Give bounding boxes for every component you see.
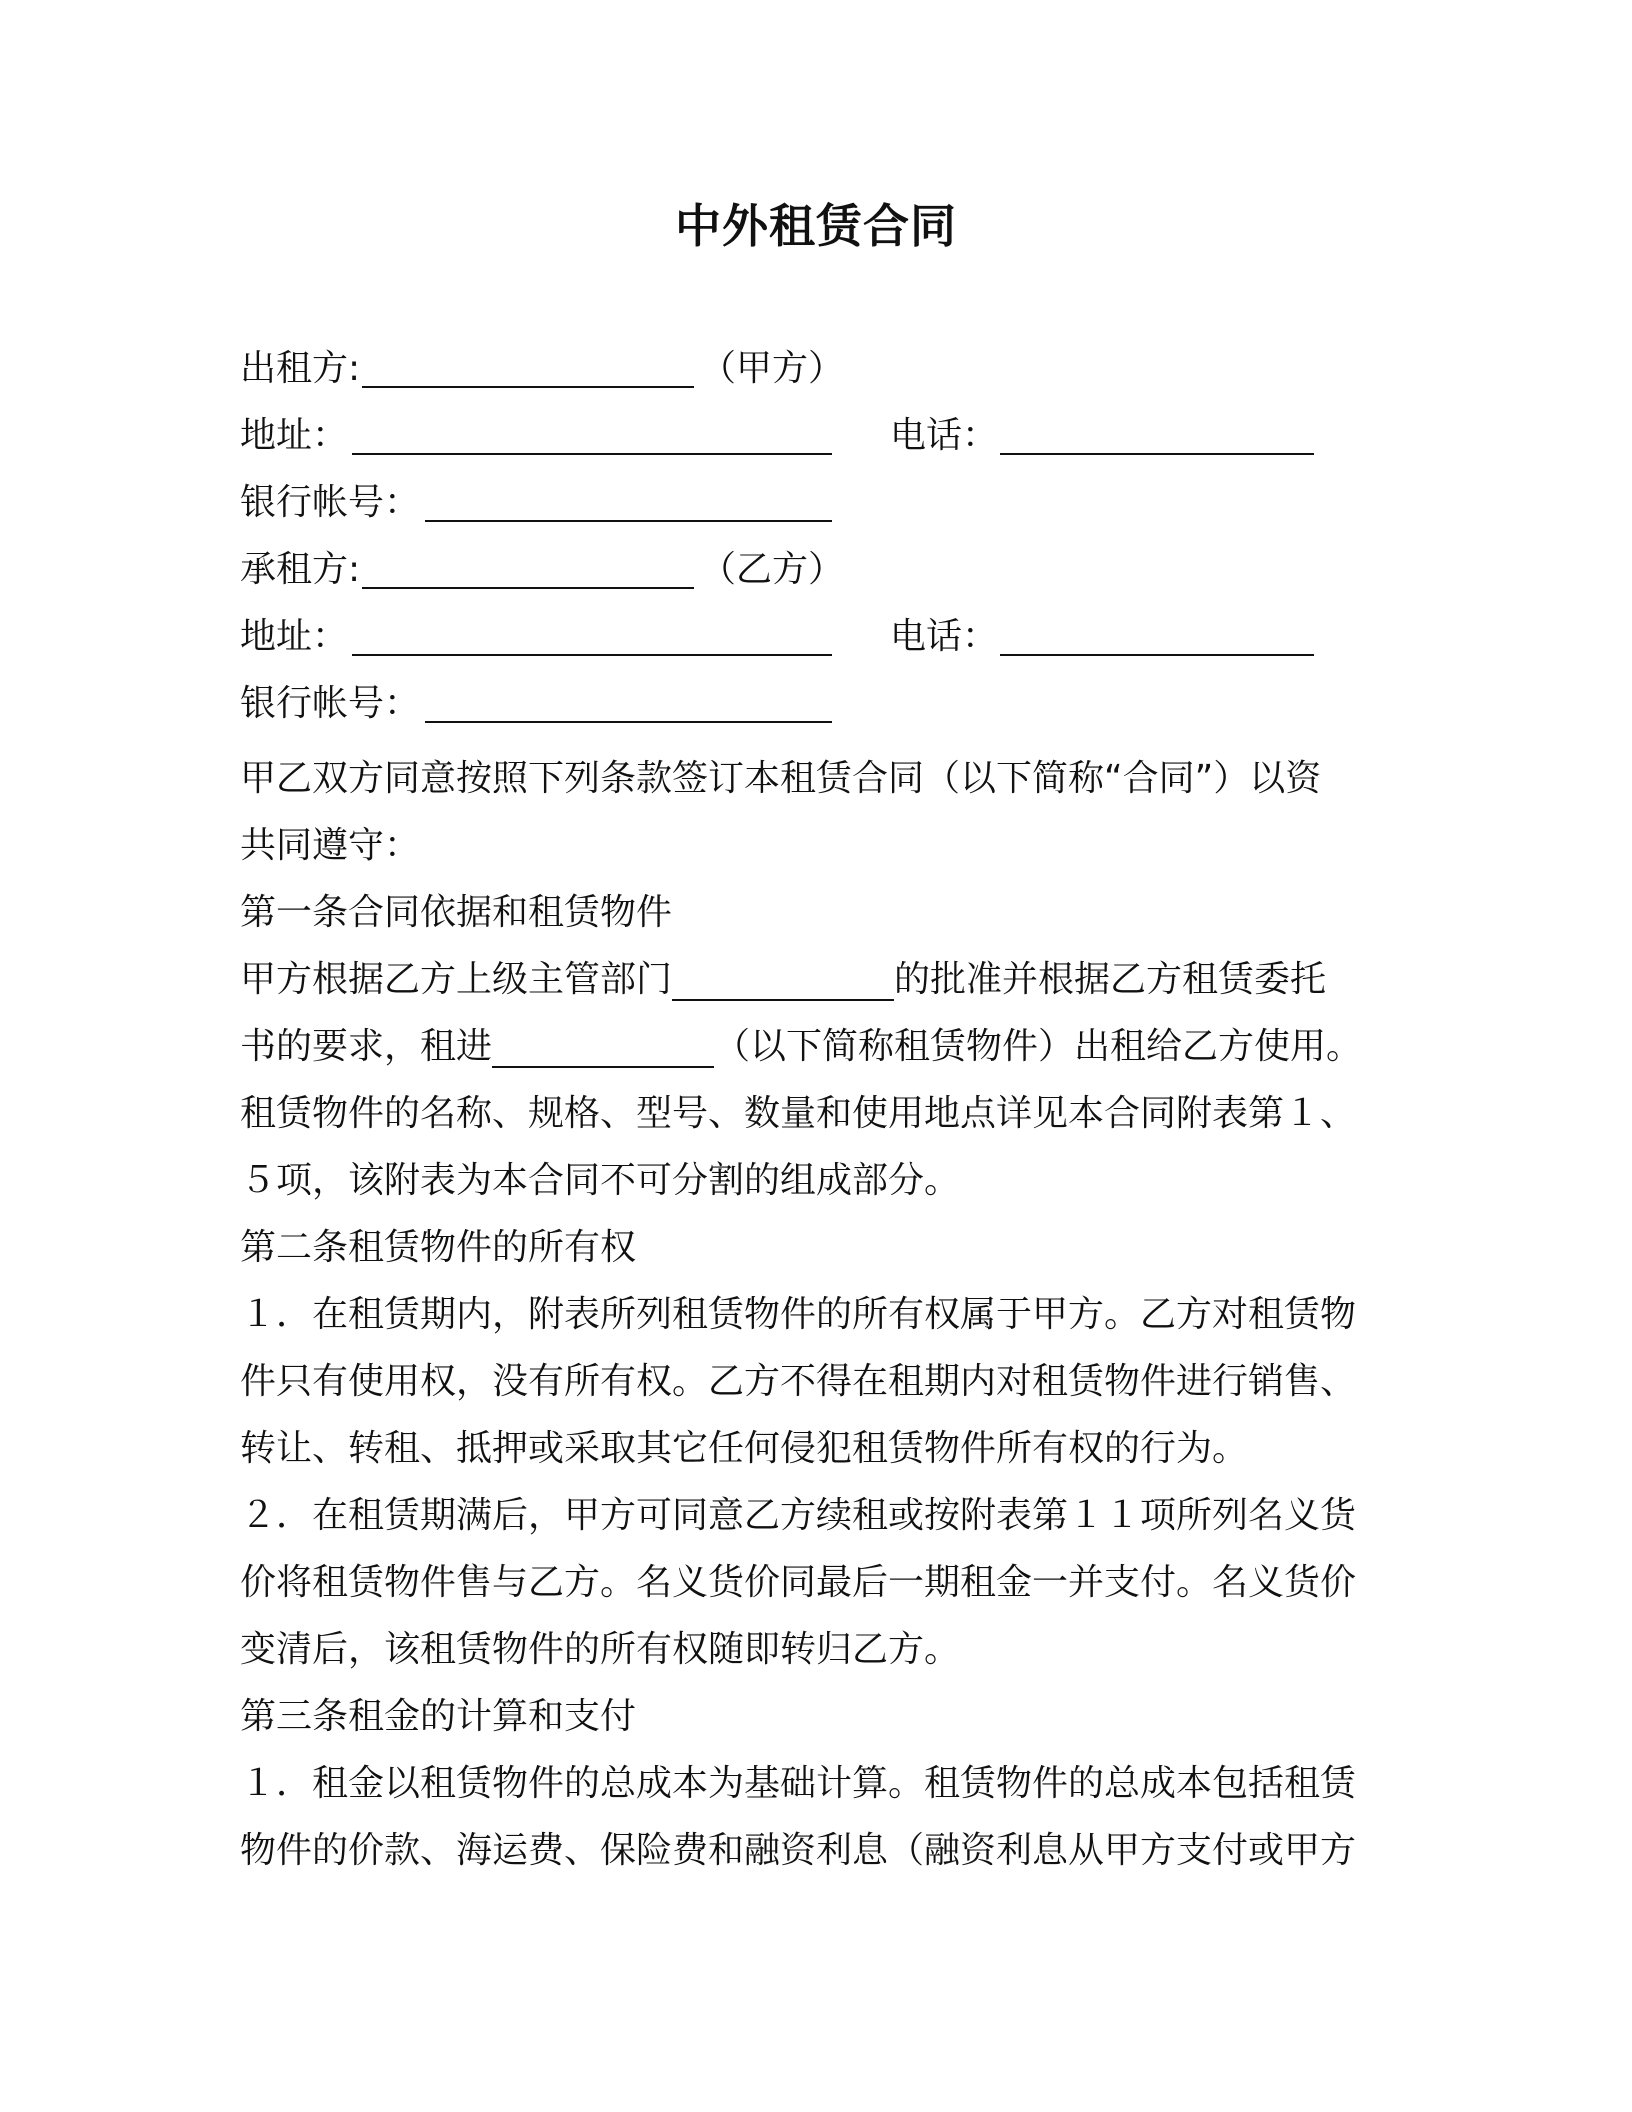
intro-line-1: 甲乙双方同意按照下列条款签订本租赁合同（以下简称“合同”）以资 bbox=[240, 758, 1322, 799]
article1-line2-text-b: （以下简称租赁物件）出租给乙方使用。 bbox=[714, 1026, 1363, 1067]
lessor-bank-label: 银行帐号： bbox=[240, 482, 421, 523]
lessor-bank-row bbox=[0, 480, 1632, 526]
article3-line: 物件的价款、海运费、保险费和融资利息（融资利息从甲方支付或甲方 bbox=[240, 1830, 1357, 1871]
article2-heading: 第二条租赁物件的所有权 bbox=[240, 1227, 637, 1268]
article2-line: 件只有使用权，没有所有权。乙方不得在租期内对租赁物件进行销售、 bbox=[240, 1361, 1357, 1402]
lessee-address-row bbox=[0, 614, 1632, 660]
approval-authority-field[interactable] bbox=[672, 961, 894, 1001]
lessee-bank-field[interactable] bbox=[425, 681, 832, 723]
lessor-address-row bbox=[0, 413, 1632, 459]
lessee-address-label: 地址： bbox=[240, 616, 349, 657]
lessor-phone-label: 电话： bbox=[890, 415, 999, 456]
article1-line1-text-a: 甲方根据乙方上级主管部门 bbox=[240, 959, 673, 1000]
article3-line: １．租金以租赁物件的总成本为基础计算。租赁物件的总成本包括租赁 bbox=[240, 1763, 1357, 1804]
article1-line-2 bbox=[240, 1013, 1390, 1080]
article1-line-1 bbox=[240, 946, 1390, 1013]
article2-line: 转让、转租、抵押或采取其它任何侵犯租赁物件所有权的行为。 bbox=[240, 1428, 1249, 1469]
article2-line: 变清后，该租赁物件的所有权随即转归乙方。 bbox=[240, 1629, 961, 1670]
lessee-bank-row bbox=[0, 681, 1632, 727]
article1-line1-text-b: 的批准并根据乙方租赁委托 bbox=[894, 959, 1327, 1000]
lessee-phone-field[interactable] bbox=[1000, 614, 1314, 656]
lessee-bank-label: 银行帐号： bbox=[240, 683, 421, 724]
lessee-name-field[interactable] bbox=[362, 547, 694, 589]
lessor-phone-field[interactable] bbox=[1000, 413, 1314, 455]
article1-heading: 第一条合同依据和租赁物件 bbox=[240, 892, 673, 933]
lessor-address-label: 地址： bbox=[240, 415, 349, 456]
leased-item-field[interactable] bbox=[492, 1028, 714, 1068]
lessor-name-field[interactable] bbox=[362, 346, 694, 388]
lessor-bank-field[interactable] bbox=[425, 480, 832, 522]
article1-line-3: 租赁物件的名称、规格、型号、数量和使用地点详见本合同附表第１、 bbox=[240, 1093, 1357, 1134]
article1-line2-text-a: 书的要求，租进 bbox=[240, 1026, 493, 1067]
lessor-address-field[interactable] bbox=[352, 413, 832, 455]
lessee-row bbox=[0, 547, 1632, 593]
article3-heading: 第三条租金的计算和支付 bbox=[240, 1696, 637, 1737]
article2-line: １．在租赁期内，附表所列租赁物件的所有权属于甲方。乙方对租赁物 bbox=[240, 1294, 1357, 1335]
article1-line-4: ５项，该附表为本合同不可分割的组成部分。 bbox=[240, 1160, 961, 1201]
intro-line-2: 共同遵守： bbox=[240, 825, 421, 866]
lessee-party-label: （乙方） bbox=[700, 549, 845, 590]
lessee-label: 承租方: bbox=[240, 549, 361, 590]
lessor-party-label: （甲方） bbox=[700, 348, 845, 389]
lessor-label: 出租方: bbox=[240, 348, 361, 389]
document-title: 中外租赁合同 bbox=[675, 199, 957, 253]
lessor-row bbox=[0, 346, 1632, 392]
lessee-phone-label: 电话： bbox=[890, 616, 999, 657]
article2-line: 价将租赁物件售与乙方。名义货价同最后一期租金一并支付。名义货价 bbox=[240, 1562, 1357, 1603]
lessee-address-field[interactable] bbox=[352, 614, 832, 656]
article2-line: ２．在租赁期满后，甲方可同意乙方续租或按附表第１１项所列名义货 bbox=[240, 1495, 1357, 1536]
